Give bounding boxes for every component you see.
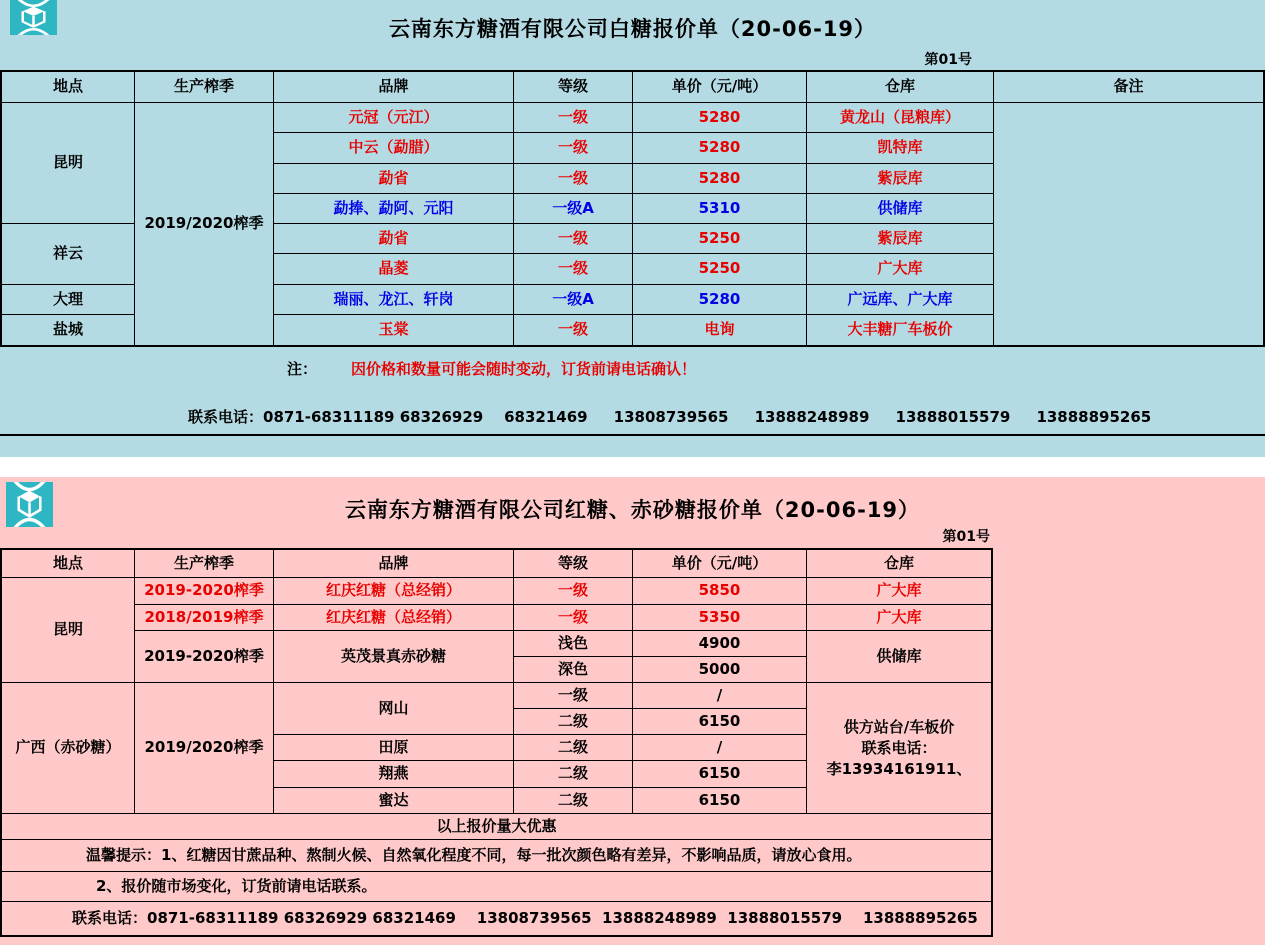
- brand-cell: 翔燕: [274, 761, 514, 788]
- price-cell: 5280: [633, 285, 807, 315]
- contact-phones: 联系电话：0871-68311189 68326929 68321469 13808739565 13888248989 13888015579 13888895265: [188, 408, 1152, 426]
- brand-cell: 勐省: [274, 164, 514, 194]
- location-cell: 昆明: [2, 103, 135, 224]
- col-header-location: 地点: [2, 72, 135, 103]
- brand-cell: 蜜达: [274, 788, 514, 814]
- season-cell: 2019/2020榨季: [135, 103, 274, 345]
- contact-phones: 联系电话：0871-68311189 68326929 68321469 13808739565 13888248989 13888015579 13888895265: [72, 908, 978, 927]
- grade-cell: 一级: [514, 254, 633, 284]
- warehouse-cell: 供储库: [807, 631, 991, 683]
- brand-cell: 英茂景真赤砂糖: [274, 631, 514, 683]
- warehouse-cell: 黄龙山（昆粮库）: [807, 103, 994, 133]
- warehouse-cell: 大丰糖厂车板价: [807, 315, 994, 345]
- grade-cell: 一级: [514, 224, 633, 254]
- col-header-price: 单价（元/吨）: [633, 72, 807, 103]
- season-cell: 2019-2020榨季: [135, 631, 274, 683]
- grade-cell: 一级A: [514, 194, 633, 224]
- brand-cell: 勐捧、勐阿、元阳: [274, 194, 514, 224]
- grade-cell: 一级: [514, 164, 633, 194]
- promo-row: 以上报价量大优惠: [2, 814, 991, 840]
- grade-cell: 深色: [514, 657, 633, 683]
- col-header-warehouse: 仓库: [807, 72, 994, 103]
- white-sugar-section: [0, 0, 1265, 457]
- brown-sugar-section: [0, 477, 1265, 945]
- price-cell: 5310: [633, 194, 807, 224]
- white-sheet-notes: [0, 347, 1265, 436]
- price-cell: 5250: [633, 224, 807, 254]
- grade-cell: 浅色: [514, 631, 633, 657]
- col-header-remark: 备注: [994, 72, 1263, 103]
- price-cell: 5250: [633, 254, 807, 284]
- col-header-grade: 等级: [514, 72, 633, 103]
- price-cell: 4900: [633, 631, 807, 657]
- grade-cell: 二级: [514, 735, 633, 761]
- price-cell: 5850: [633, 578, 807, 605]
- brand-cell: 元冠（元江）: [274, 103, 514, 133]
- price-cell: 5350: [633, 605, 807, 631]
- supplier-warehouse-cell: [807, 683, 991, 814]
- location-cell: 祥云: [2, 224, 135, 285]
- brown-sheet-number: 第01号: [942, 529, 990, 545]
- grade-cell: 一级: [514, 683, 633, 709]
- warehouse-cell: 广大库: [807, 605, 991, 631]
- brand-cell: 网山: [274, 683, 514, 735]
- location-cell: 广西（赤砂糖）: [2, 683, 135, 814]
- warehouse-cell: 广大库: [807, 254, 994, 284]
- grade-cell: 二级: [514, 788, 633, 814]
- price-cell: 5280: [633, 133, 807, 163]
- price-cell: 5280: [633, 103, 807, 133]
- grade-cell: 一级A: [514, 285, 633, 315]
- brand-cell: 中云（勐腊）: [274, 133, 514, 163]
- price-cell: 5280: [633, 164, 807, 194]
- tip-row: 2、报价随市场变化，订货前请电话联系。: [2, 872, 991, 902]
- warehouse-cell: 供储库: [807, 194, 994, 224]
- col-header-price: 单价（元/吨）: [633, 550, 807, 578]
- col-header-season: 生产榨季: [135, 550, 274, 578]
- note-text: 因价格和数量可能会随时变动，订货前请电话确认！: [351, 360, 697, 378]
- warehouse-cell: 凯特库: [807, 133, 994, 163]
- note-spacer: [317, 358, 351, 379]
- season-cell: 2018/2019榨季: [135, 605, 274, 631]
- season-cell: 2019/2020榨季: [135, 683, 274, 814]
- remark-cell: [994, 103, 1263, 345]
- brand-cell: 田原: [274, 735, 514, 761]
- brand-cell: 红庆红糖（总经销）: [274, 605, 514, 631]
- note-label: 注：: [287, 360, 318, 378]
- supplier-line: 供方站台/车板价: [843, 717, 955, 736]
- brand-cell: 红庆红糖（总经销）: [274, 578, 514, 605]
- season-cell: 2019-2020榨季: [135, 578, 274, 605]
- brand-cell: 晶菱: [274, 254, 514, 284]
- brand-cell: 勐省: [274, 224, 514, 254]
- location-cell: 盐城: [2, 315, 135, 345]
- price-cell: /: [633, 683, 807, 709]
- grade-cell: 一级: [514, 578, 633, 605]
- warehouse-cell: 紫辰库: [807, 224, 994, 254]
- note-line: [287, 358, 696, 379]
- price-cell: 电询: [633, 315, 807, 345]
- white-sheet-number: 第01号: [924, 52, 972, 68]
- white-sheet-title: 云南东方糖酒有限公司白糖报价单（20-06-19）: [388, 17, 877, 41]
- col-header-grade: 等级: [514, 550, 633, 578]
- grade-cell: 二级: [514, 761, 633, 788]
- brand-cell: 瑞丽、龙江、轩岗: [274, 285, 514, 315]
- price-cell: 6150: [633, 788, 807, 814]
- grade-cell: 一级: [514, 315, 633, 345]
- location-cell: 昆明: [2, 578, 135, 683]
- col-header-brand: 品牌: [274, 550, 514, 578]
- location-cell: 大理: [2, 285, 135, 315]
- brown-sugar-table: [0, 548, 993, 937]
- section-divider: [0, 457, 1265, 477]
- price-cell: 5000: [633, 657, 807, 683]
- grade-cell: 一级: [514, 103, 633, 133]
- white-sugar-table: [0, 70, 1265, 347]
- supplier-line: 联系电话：: [861, 738, 937, 757]
- price-cell: 6150: [633, 761, 807, 788]
- col-header-brand: 品牌: [274, 72, 514, 103]
- brand-cell: 玉棠: [274, 315, 514, 345]
- price-cell: /: [633, 735, 807, 761]
- warehouse-cell: 紫辰库: [807, 164, 994, 194]
- col-header-warehouse: 仓库: [807, 550, 991, 578]
- warehouse-cell: 广远库、广大库: [807, 285, 994, 315]
- tip-row: 温馨提示：1、红糖因甘蔗品种、熬制火候、自然氧化程度不同，每一批次颜色略有差异，不影响品质，请放心食用。: [2, 840, 991, 872]
- grade-cell: 一级: [514, 133, 633, 163]
- grade-cell: 二级: [514, 709, 633, 735]
- col-header-season: 生产榨季: [135, 72, 274, 103]
- price-cell: 6150: [633, 709, 807, 735]
- supplier-line: 李13934161911、: [826, 759, 972, 778]
- col-header-location: 地点: [2, 550, 135, 578]
- brown-sheet-title: 云南东方糖酒有限公司红糖、赤砂糖报价单（20-06-19）: [344, 498, 921, 522]
- grade-cell: 一级: [514, 605, 633, 631]
- warehouse-cell: 广大库: [807, 578, 991, 605]
